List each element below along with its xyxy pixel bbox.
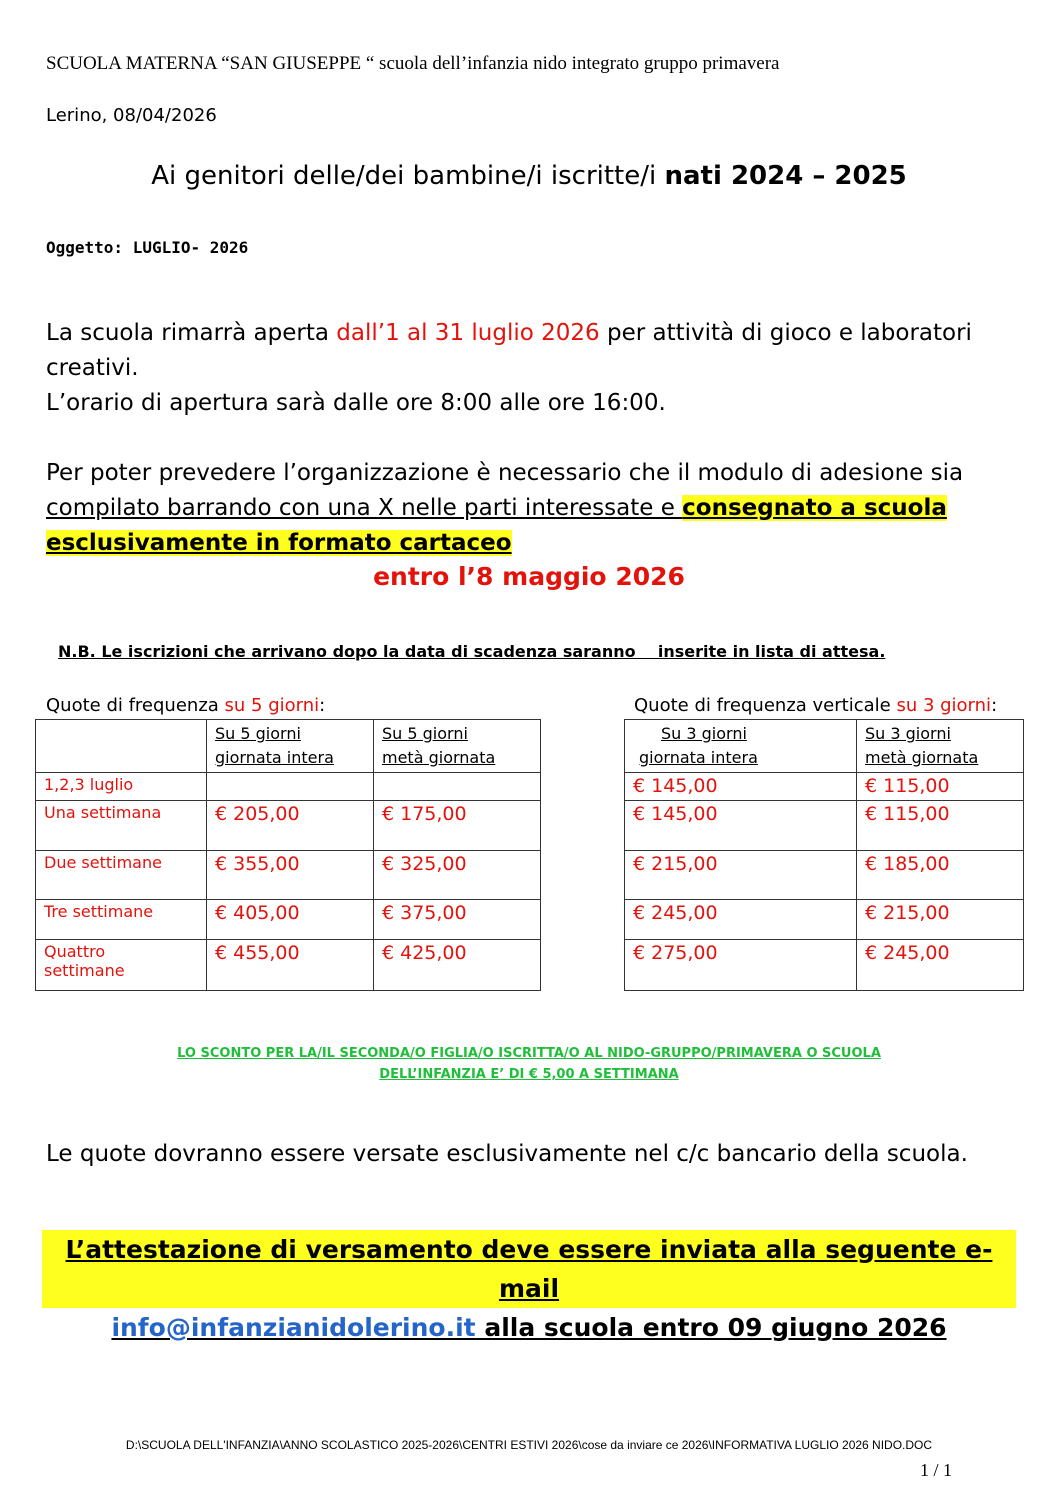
price-full [207, 773, 374, 801]
price-full: € 245,00 [625, 900, 857, 940]
opening-hours: L’orario di apertura sarà dalle ore 8:00 alle ore 16:00. [46, 390, 666, 416]
right-caption-colon: : [991, 695, 998, 716]
col-header-text: Su 5 giorni [215, 724, 301, 743]
table-row [625, 773, 1024, 801]
attestation-deadline: alla scuola entro 09 giugno 2026 [475, 1313, 947, 1342]
instructions-line-3 [46, 526, 963, 561]
subject-line: Oggetto: LUGLIO- 2026 [46, 238, 249, 257]
price-half [374, 773, 541, 801]
table-row [36, 940, 541, 991]
table-row [36, 900, 541, 940]
discount-line-2: DELL’INFANZIA E’ DI € 5,00 A SETTIMANA [379, 1067, 679, 1082]
price-full: € 205,00 [207, 801, 374, 851]
price-half: € 325,00 [374, 851, 541, 900]
col-header-full-day [207, 720, 374, 773]
opening-line-2: creativi. [46, 355, 139, 381]
price-half: € 375,00 [374, 900, 541, 940]
col-header-text: giornata intera [639, 748, 758, 767]
price-half: € 115,00 [857, 801, 1024, 851]
table-row [625, 900, 1024, 940]
instructions-highlight-1: consegnato a scuola [682, 495, 947, 521]
recipients-line [0, 161, 1058, 191]
row-label-text: settimane [44, 961, 125, 980]
price-full: € 145,00 [625, 801, 857, 851]
col-header-text: Su 3 giorni [661, 724, 747, 743]
table-header-row [36, 720, 541, 773]
left-table-caption [46, 695, 325, 716]
price-half: € 425,00 [374, 940, 541, 991]
opening-dates: dall’1 al 31 luglio 2026 [336, 320, 600, 346]
table-row [36, 851, 541, 900]
fees-table-5-days [35, 719, 541, 991]
table-row [36, 773, 541, 801]
col-header-text: Su 5 giorni [382, 724, 468, 743]
price-full: € 275,00 [625, 940, 857, 991]
recipients-years: nati 2024 – 2025 [664, 161, 907, 191]
table-row [625, 801, 1024, 851]
instructions-highlight-2: esclusivamente in formato cartaceo [46, 530, 512, 556]
opening-text-rest: per attività di gioco e laboratori [599, 320, 972, 346]
page-number: 1 / 1 [920, 1460, 953, 1480]
opening-paragraph [46, 316, 972, 421]
price-half: € 185,00 [857, 851, 1024, 900]
discount-line-1: LO SCONTO PER LA/IL SECONDA/O FIGLIA/O ISCRITTA/O AL NIDO-GRUPPO/PRIMAVERA O SCUOLA [177, 1046, 881, 1061]
table-row [625, 940, 1024, 991]
row-label [36, 940, 207, 991]
opening-text: La scuola rimarrà aperta [46, 320, 337, 346]
col-header-full-day [625, 720, 857, 773]
table-row [36, 801, 541, 851]
left-caption-text: Quote di frequenza [46, 695, 225, 716]
price-half: € 115,00 [857, 773, 1024, 801]
right-table-caption [634, 695, 997, 716]
instructions-line-2 [46, 491, 963, 526]
right-caption-text: Quote di frequenza verticale [634, 695, 897, 716]
footer-file-path: D:\SCUOLA DELL'INFANZIA\ANNO SCOLASTICO 2025-2026\CENTRI ESTIVI 2026\cose da inviare ce 2026\INFORMATIVA LUGLIO 2026 NIDO.DOC [125, 1438, 933, 1452]
payment-note: Le quote dovranno essere versate esclusivamente nel c/c bancario della scuola. [46, 1141, 968, 1167]
price-half: € 175,00 [374, 801, 541, 851]
table-header-row [625, 720, 1024, 773]
price-full: € 215,00 [625, 851, 857, 900]
price-half: € 215,00 [857, 900, 1024, 940]
instructions-line-1: Per poter prevedere l’organizzazione è necessario che il modulo di adesione sia [46, 460, 964, 486]
col-header-half-day [857, 720, 1024, 773]
price-full: € 355,00 [207, 851, 374, 900]
email-link[interactable]: info@infanzianidolerino.it [111, 1313, 476, 1342]
price-full: € 455,00 [207, 940, 374, 991]
row-label: Una settimana [36, 801, 207, 851]
fees-table-3-days [624, 719, 1024, 991]
table-corner-cell [36, 720, 207, 773]
deadline: entro l’8 maggio 2026 [373, 562, 685, 591]
col-header-text: giornata intera [215, 748, 334, 767]
sibling-discount-note [0, 1043, 1058, 1085]
col-header-half-day [374, 720, 541, 773]
price-full: € 145,00 [625, 773, 857, 801]
price-half: € 245,00 [857, 940, 1024, 991]
left-caption-colon: : [319, 695, 326, 716]
col-header-text: metà giornata [865, 748, 979, 767]
right-caption-days: su 3 giorni [896, 695, 992, 716]
instructions-paragraph [46, 456, 963, 561]
school-header: SCUOLA MATERNA “SAN GIUSEPPE “ scuola dell’infanzia nido integrato gruppo primavera [46, 53, 780, 74]
opening-line-1 [46, 316, 972, 351]
attestation-line-2 [42, 1308, 1016, 1347]
row-label: 1,2,3 luglio [36, 773, 207, 801]
instructions-text: compilato barrando con una X nelle parti interessate e [46, 495, 683, 521]
row-label-text: Quattro [44, 942, 106, 961]
row-label: Due settimane [36, 851, 207, 900]
place-date: Lerino, 08/04/2026 [46, 105, 217, 126]
recipients-prefix: Ai genitori delle/dei bambine/i iscritte/i [151, 161, 665, 191]
row-label: Tre settimane [36, 900, 207, 940]
waitlist-note: N.B. Le iscrizioni che arrivano dopo la data di scadenza saranno inserite in lista di attesa. [58, 642, 886, 661]
left-caption-days: su 5 giorni [224, 695, 320, 716]
col-header-text: Su 3 giorni [865, 724, 951, 743]
attestation-box [42, 1230, 1016, 1342]
col-header-text: metà giornata [382, 748, 496, 767]
table-row [625, 851, 1024, 900]
price-full: € 405,00 [207, 900, 374, 940]
attestation-line-1: L’attestazione di versamento deve essere inviata alla seguente e-mail [65, 1235, 993, 1303]
